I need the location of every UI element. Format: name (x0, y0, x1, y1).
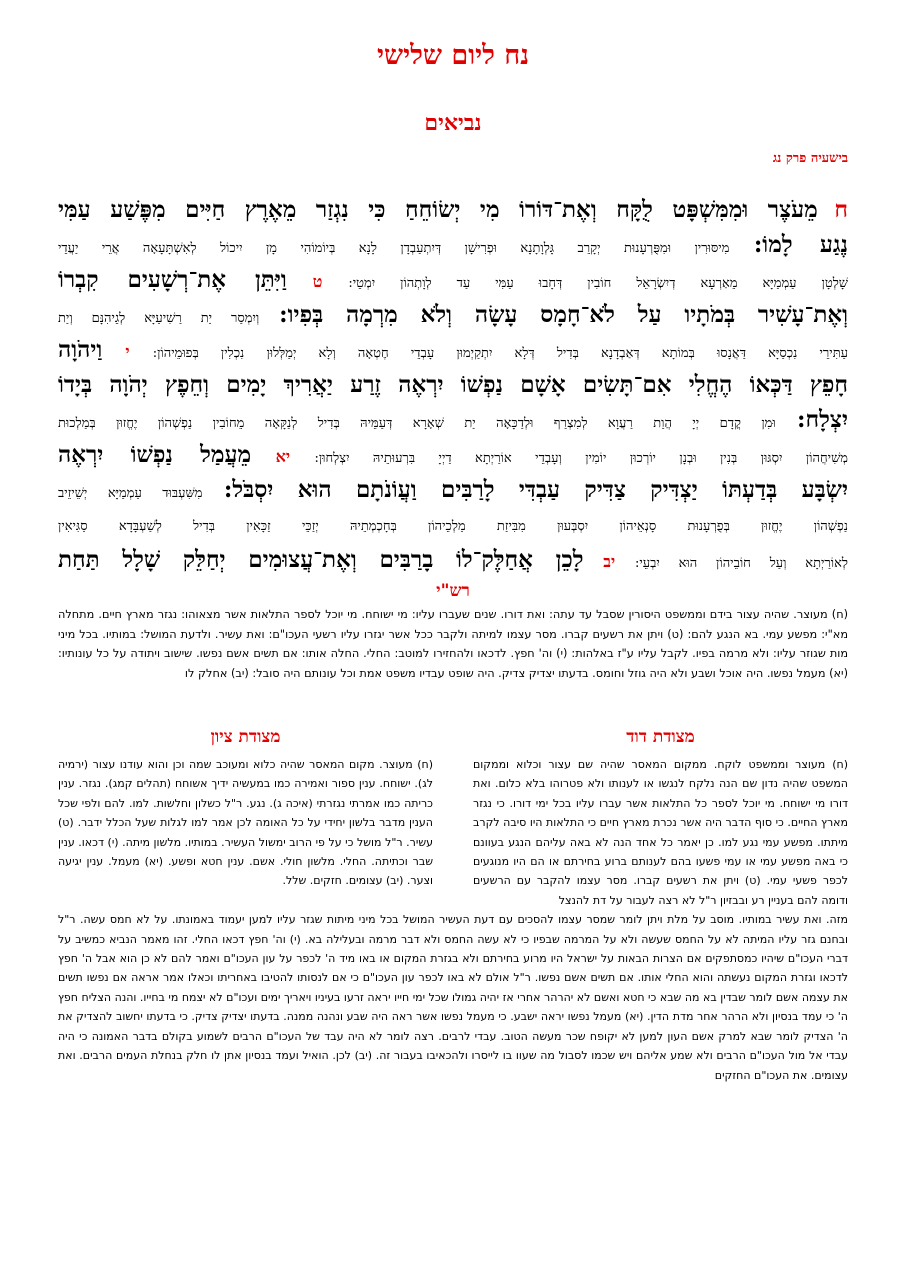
targum-text: עַתִּירֵי נִכְסַיָּא דַּאֲנָסוּ בְּמוֹתָא דְּאַבְדָנָא בְּדִיל דְּלָא יִתְקַיְמוּן עָבְדֵי חֶטְאָה וְלָא יְמַלְּלוּן נִכְלִין בְּפוּמֵיהוֹן: (152, 346, 848, 361)
targum-text: מִיסּוּרִין וּמִפֻּרְעָנוּת יְקָרֵב גָּלְוָתָנָא וּפְרִישָׁן דְּיִתְעַבְדָן לָנָא בְּיוֹמוֹהִי מָן יִיכוֹל לְאִשְׁתָּעָאָה אֲרֵי יַעֲדֵי (58, 241, 730, 256)
chapter-title: בישעיה פרק נג (772, 151, 848, 166)
scripture-line (58, 437, 848, 472)
metzudat-david-title: מצודת דוד (626, 727, 695, 747)
targum-text: מִשִּׁעְבּוּד עַמְמַיָּא יְשֵׁיזֵיב (58, 486, 203, 501)
page-title: נח ליום שלישי (376, 40, 530, 71)
verse-text: לָכֵן אֲחַלֶּק־לוֹ בָרַבִּים וְאֶת־עֲצוּמִים יְחַלֵּק שָׁלָל תַּחַת (58, 546, 584, 573)
verse-number: ח (834, 196, 848, 223)
scripture-line (58, 297, 848, 332)
metzudat-david-column (473, 727, 848, 910)
scripture-line (58, 227, 848, 262)
targum-text: וְיִמְסַר יַת רַשִׁיעַיָּא לְגֵיהִנָּם וְיַת (58, 311, 260, 326)
targum-text: נַפְשְׁהוֹן יֶחֱזוּן בְּפֻרְעָנוּת סָנְאֵיהוֹן יִסְבְּעוּן מִבִּיזַת מַלְכֵיהוֹן בְּחָכְמְתֵיהּ יְזַכֵּי זַכָּאִין בְּדִיל לְשַׁעְבָּדָא סַגִּיאִין (58, 519, 848, 534)
verse-text: מֵעֹצֶר וּמִמִּשְׁפָּט לֻקָּח וְאֶת־דּוֹרוֹ מִי יְשׂוֹחֵחַ כִּי נִגְזַר מֵאֶרֶץ חַיִּים מִפֶּשַׁע עַמִּי (58, 196, 818, 223)
targum-text: לְאוֹרַיְתָא וְעַל חוֹבֵיהוֹן הוּא יִבְעֵי: (634, 556, 848, 571)
verse-text: נֶגַע לָמוֹ: (753, 231, 848, 258)
verse-number: ט (312, 272, 323, 291)
scripture-line (58, 542, 848, 577)
page (58, 0, 848, 1272)
verse-text: יִצְלָח: (797, 406, 848, 433)
targum-text: שָׁלְטָן עַמְמַיָּא מֵאַרְעָא דְיִשְׂרָאֵל חוֹבִין דְּחָבוּ עַמִּי עַד לְוָתְהוֹן יִמְטֵי: (348, 276, 848, 291)
metzudat-david-text: (ח) מעוצר וממשפט לוקח. ממקום המאסר שהיה שם עצור וכלוא וממקום המשפט שהיה נדון שם הנה נלקח לנגשו או לענותו ולא פטרוהו בלא כלום. ואת דורו מי ישוחח. מי יוכל לספר כל התלאות אשר עברו עליו בכל ימי דורו. כי נגזר מארץ החיים. כי סוף הדבר היה אשר נכרת מארץ חיים כי התלאות היו סיבה לקרב מיתתו. מפשע עמי נגע למו. כן יאמר כל אחד הנה לא באה עליהם הנגע בעוונם כי באה מפשע עמי או עמי פשעו בהם לענותם ברוע בחירתם או הם היו מנוגעים לכפר פשעי עמי. (ט) ויתן את רשעים קברו. מסר עצמו להקבר עם הרשעים ודומה להם בעניין רע ובבזיון ר"ל לא רצה לעבור על דת להנצל (473, 758, 848, 907)
scripture-line (58, 472, 848, 507)
verse-text: וַיִּתֵּן אֶת־רְשָׁעִים קִבְרוֹ (58, 266, 287, 293)
metzudat-david-continuation: מזה. ואת עשיר במותיו. מוסב על מלת ויתן לומר שמסר עצמו להסכים עם דעת העשיר המושל בכל מיני מיתות שגזר עליו למען יעמוד באמונתו. על לא חמס עשה. ר"ל ובחנם גזר עליו המיתה לא על החמס שעשה ולא על המרמה שבפיו כי לא עשה החמס ולא דבר מרמה ובעלילה בא. (י) וה' חפץ דכאו החלי. זהו מאמר הנביא כמשיב על דברי העכו"ם שיהיו כמסתפקים אם הצרות הבאות על ישראל היו מרוע בחירתם ולא בגזרת המקום או באו מיד ה' לכפר על עון העכו"ם ואמר להם לא כן הוא אבל ה' חפץ לדכאו וגזרת המקום נעשתה והוא החלי אותו. אם תשים אשם נפשו. ר"ל אולם לא באו לכפר עון העכו"ם כי אם לנסותו להטיבו באחריתו וכאלו אמר אראה אם נפשו תשים את עצמה אשם לומר שבדין בא מה שבא כי חטא ואשם לא יהרהר אחרי אז יהיה גמולו שכל ימי חייו יראה זרעו בעיניו ויאריך ימים ועכו"ם לא יצמח מי בחייו. והנה הצליח חפץ ה' כי עמד בנסיון ולא הרהר אחר מדת הדין. (יא) מעמל נפשו יראה ישבע. כי מעמל נפשו אשר ראה היה שבע ונהנה ממנה. בדעתו יצדיק צדיק. כי בדעתו יחשוב להצדיק את ה' הצדיק לומר שבא למרק אשם העון למען לא יקופח שכר מעשה הטוב. עבדי לרבים. רצה לומר לא היה עבד של העכו"ם הרבים לשמוע בקולם בדבר האמונה כי היה עבדי אל מול העכו"ם הרבים ולא שמע אליהם ויש שכמו לסבול מה שעוו בו לייסרו ולהכאיבו בעבור זה. (יב) לכן. הואיל ועמד בנסיון אתן לו חלק בנחלת העמים הרבים. ואת עצומים. את העכו"ם החזקים (58, 913, 848, 1082)
verse-number: יב (603, 552, 616, 571)
verse-text: חָפֵץ דַּכְּאוֹ הֶחֱלִי אִם־תָּשִׂים אָשָׁם נַפְשׁוֹ יִרְאֶה זֶרַע יַאֲרִיךְ יָמִים וְחֵפֶץ יְהֹוָה בְּיָדוֹ (58, 371, 848, 398)
scripture-line (58, 367, 848, 402)
scripture-line (58, 192, 848, 227)
rashi-commentary: (ח) מעוצר. שהיה עצור בידם וממשפט היסורין שסבל עד עתה: ואת דורו. שנים שעברו עליו: מי ישוחח. מי יוכל לספר התלאות אשר מצאוהו: נגזר מארץ חיים. מתחלה מא"י: מפשע עמי. בא הנגע להם: (ט) ויתן את רשעים קברו. מסר עצמו למיתה ולקבר ככל אשר יגזרו עליו רשעי העכו"ם: ואת עשיר. ולדעת המושל: במותיו. בכל מיני מות שגוזר עליו: ולא מרמה בפיו. לקבל עליו ע"ז באלהות: (י) וה' חפץ. לדכאו ולהחזירו למוטב: החלי. החלה אותו: אם תשים אשם נפשו. שישוב ויתודה על כל עונותיו: (יא) מעמל נפשו. היה אוכל ושבע ולא היה גוזל וחומס. בדעתו יצדיק צדיק. היה שופט עבדיו משפט אמת וכל עונותם היה סובל: (יב) אחלק לו (58, 608, 848, 680)
verse-number: יא (275, 447, 291, 466)
verse-text: וַיהֹוָה (58, 336, 103, 363)
verse-number: י (125, 342, 130, 361)
scripture-line (58, 262, 848, 297)
verse-text: מֵעֲמַל נַפְשׁוֹ יִרְאֶה (58, 441, 252, 468)
rashi-title: רש"י (436, 581, 470, 601)
metzudat-tzion-title: מצודת ציון (210, 727, 281, 747)
targum-text: מְשִׁיחֲהוֹן יִסְגּוּן בְּנִין וּבְנָן יוֹרְכוּן יוֹמִין וְעָבְדֵי אוֹרַיְתָא דַיְיָ בִּרְעוּתֵיהּ יִצְלְחוּן: (314, 451, 848, 466)
metzudat-tzion-text: (ח) מעוצר. מקום המאסר שהיה כלוא ומעוכב שמה וכן והוא עודנו עצור (ירמיה לג). ישוחח. ענין ספור ואמירה כמו במעשיה ידיך אשוחח (תהלים קמג). נגזר. ענין כריתה כמו אמרתי נגזרתי (איכה ג). נגע. ר"ל כשלון וחלשות. למו. להם ולפי שכל הענין מדבר בלשון יחידי על כל האומה לכן אמר למו לגלות שעל הכלל ידבר. (ט) עשיר. ר"ל מושל כי על פי הרוב ימשול העשיר. במותיו. מלשון מיתה. (י) דכאו. ענין שבר וכתיתה. החלי. מלשון חולי. אשם. ענין חטא ופשע. (יא) מעמל. ענין יגיעה וצער. (יב) עצומים. חזקים. שלל. (58, 758, 433, 888)
metzudat-tzion-column (58, 727, 433, 910)
section-title: נביאים (424, 110, 482, 136)
targum-text: וּמִן קֳדָם יְיָ הֲוַת רַעֲוָא לְמִצְרַף וּלְדַכָּאָה יַת שְׁאָרָא דְּעַמֵּיהּ בְּדִיל לְנַקָּאָה מֵחוֹבִין נַפְשְׁהוֹן יֶחֱזוּן בְּמַלְכוּת (58, 416, 776, 431)
scripture-line (58, 402, 848, 437)
verse-text: וְאֶת־עָשִׁיר בְּמֹתָיו עַל לֹא־חָמָס עָשָׂה וְלֹא מִרְמָה בְּפִיו: (279, 301, 848, 328)
scripture-block (58, 192, 848, 577)
scripture-line (58, 507, 848, 542)
commentary-columns (58, 727, 848, 910)
verse-text: יִשְׂבָּע בְּדַעְתּוֹ יַצְדִּיק צַדִּיק עַבְדִּי לָרַבִּים וַעֲוֹנֹתָם הוּא יִסְבֹּל: (223, 476, 848, 503)
scripture-line (58, 332, 848, 367)
